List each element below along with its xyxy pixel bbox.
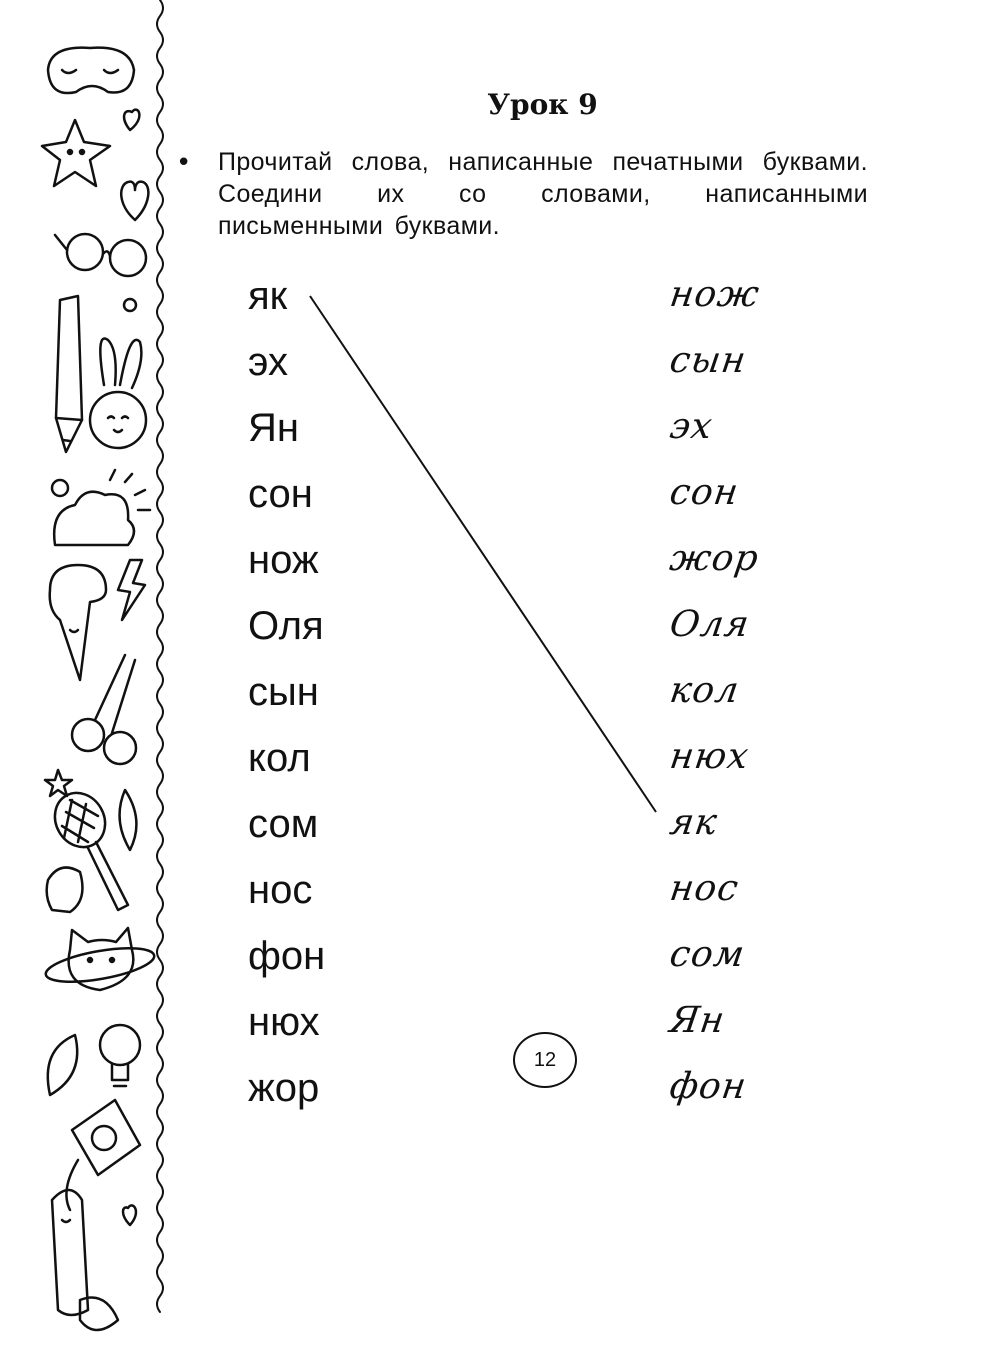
printed-word[interactable]: эх bbox=[248, 340, 288, 384]
cursive-word[interactable]: сон bbox=[667, 472, 742, 513]
cursive-word[interactable]: фон bbox=[667, 1066, 750, 1107]
printed-word[interactable]: сом bbox=[248, 802, 319, 846]
printed-word[interactable]: фон bbox=[248, 934, 326, 978]
page-number-badge bbox=[513, 1032, 577, 1088]
printed-word[interactable]: сон bbox=[248, 472, 313, 516]
cursive-word[interactable]: сын bbox=[667, 340, 750, 381]
printed-word[interactable]: сын bbox=[248, 670, 319, 714]
printed-word[interactable]: жор bbox=[248, 1066, 320, 1110]
lesson-title: Урок 9 bbox=[487, 88, 598, 121]
instructions-text: Прочитай слова, написанные печатными буквами. Соедини их со словами, написанными письменными буквами. bbox=[218, 148, 868, 240]
printed-word[interactable]: кол bbox=[248, 736, 311, 780]
cursive-word[interactable]: як bbox=[667, 802, 721, 843]
printed-word[interactable]: Ян bbox=[248, 406, 299, 450]
printed-word[interactable]: нож bbox=[248, 538, 319, 582]
cursive-word[interactable]: сом bbox=[667, 934, 748, 975]
page-number: 12 bbox=[533, 1048, 557, 1071]
bullet-icon: • bbox=[176, 148, 192, 178]
printed-word[interactable]: нюх bbox=[248, 1000, 320, 1044]
example-connection-line bbox=[310, 296, 656, 812]
cursive-word[interactable]: Ян bbox=[667, 1000, 728, 1041]
printed-word[interactable]: нос bbox=[248, 868, 313, 912]
cursive-word[interactable]: нюх bbox=[667, 736, 752, 777]
cursive-word[interactable]: жор bbox=[667, 538, 762, 579]
printed-word[interactable]: Оля bbox=[248, 604, 324, 648]
cursive-word[interactable]: кол bbox=[667, 670, 743, 711]
cursive-word[interactable]: Оля bbox=[667, 604, 753, 645]
cursive-word[interactable]: нос bbox=[667, 868, 742, 909]
cursive-word[interactable]: нож bbox=[667, 274, 763, 315]
printed-word[interactable]: як bbox=[248, 274, 288, 318]
cursive-word[interactable]: эх bbox=[667, 406, 716, 447]
